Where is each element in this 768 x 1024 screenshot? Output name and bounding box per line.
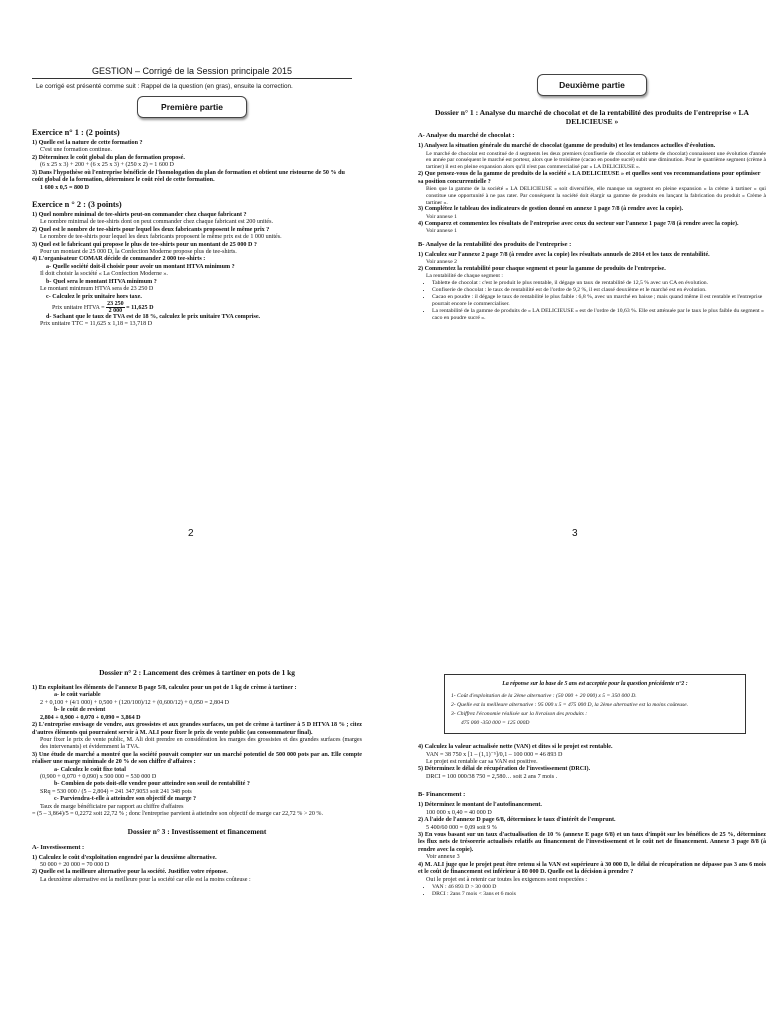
d2-question-3b: b- Combien de pots doit-elle vendre pour atteindre son seuil de rentabilité ? <box>54 781 250 788</box>
ex1-answer-3: 1 600 x 0,5 = 800 D <box>40 184 90 191</box>
page-3 <box>418 74 766 538</box>
exercise-2-title: Exercice n ° 2 : (3 points) <box>32 199 122 209</box>
dossier-3-title: Dossier n° 3 : Investissement et financement <box>127 826 267 836</box>
ex2-question-4: 4) L'organisateur COMAR décide de commander 2 000 tee-shirts : <box>32 256 206 263</box>
page-2 <box>32 66 352 536</box>
d3-question-9: 4) M. ALI juge que le projet peut être retenu si la VAN est supérieure à 30 000 D, le délai de récupération ne dépasse pas 3 ans 6 mois et le coût de financement est inférieur à 80 000 D. Quelle est la décision à prendre ? <box>418 861 766 876</box>
d3-question-7: 2) A l'aide de l'annexe D page 6/8, déterminez le taux d'intérêt de l'emprunt. <box>418 817 616 824</box>
d3-answer-8: Voir annexe 3 <box>426 854 460 861</box>
ex1-question-3: 3) Dans l'hypothèse où l'entreprise bénéficie de l'homologation du plan de formation et obtient une ristourne de 50 % du coût global de la formation, déterminez le coût réel de cette formation. <box>32 169 345 184</box>
ex2-question-4a: a- Quelle société doit-il choisir pour avoir un montant HTVA minimum ? <box>46 263 235 270</box>
d3-question-2: 2) Quelle est la meilleure alternative pour la société. Justifiez votre réponse. <box>32 869 228 876</box>
section-b-title: B- Analyse de la rentabilité des produits de l'entreprise : <box>418 240 572 248</box>
ex1-question-2: 2) Déterminez le coût global du plan de formation proposé. <box>32 154 185 161</box>
dossier-1-title: Dossier n° 1 : Analyse du marché de chocolat et de la rentabilité des produits de l'entreprise « LA DELICIEUSE » <box>434 108 750 127</box>
d2-question-1b: b- le coût de revient <box>54 707 106 714</box>
d1-question-2: 2) Que pensez-vous de la gamme de produits de la société « LA DELICIEUSE » et quelles sont vos recommandations pour optimiser sa position concurrentielle ? <box>418 171 761 185</box>
ex2-question-4c: c- Calculez le prix unitaire hors taxe. <box>46 293 142 300</box>
ex2-answer-3: Pour un montant de 25 000 D, la Confection Moderne propose plus de tee-shirts. <box>40 249 237 256</box>
ex2-answer-4c <box>52 301 352 314</box>
ex1-question-1: 1) Quelle est la nature de cette formation ? <box>32 140 143 146</box>
alternative-answer-box <box>444 674 746 734</box>
ex2-answer-1: Le nombre minimal de tee-shirts dont on peut commander chez chaque fabricant est 200 unités. <box>40 219 274 226</box>
d1-answer-4: Voir annexe 1 <box>426 228 457 235</box>
d3-answer-7: 5 400/60 000 = 0,09 soit 9 % <box>426 824 497 831</box>
d1-answer-5: Voir annexe 2 <box>426 259 457 266</box>
d3-answer-1: 50 000 + 20 000 = 70 000 D <box>40 862 110 869</box>
d1-answer-3: Voir annexe 1 <box>426 213 457 220</box>
part-two-title: Deuxième partie <box>537 74 647 96</box>
d3-answer-4: VAN = 38 750 x [1 – (1,1)⁻⁵]/0,1 – 100 000 = 46 893 D <box>426 751 563 758</box>
ex2-question-4b: b- Quel sera le montant HTVA minimum ? <box>46 278 157 285</box>
page-4 <box>32 660 362 1024</box>
d1-question-3: 3) Complétez le tableau des indicateurs de gestion donné en annexe 1 page 7/8 (à rendre avec la copie). <box>418 206 684 213</box>
d2-answer-3a: (0,900 + 0,070 + 0,090) x 500 000 = 530 000 D <box>40 774 157 781</box>
list-item: • Tablette de chocolat : c'est le produit le plus rentable, il dégage un taux de rentabilité de 12,5 % avec un CA en évolution. <box>432 280 766 287</box>
ex2-answer-4a: Il doit choisir la société « La Confection Moderne ». <box>40 271 168 278</box>
page-number-2: 2 <box>188 528 194 539</box>
ex2-answer-4d: Prix unitaire TTC = 11,625 x 1,18 = 13,718 D <box>40 321 153 328</box>
d2-question-3c: c- Parviendra-t-elle à atteindre son objectif de marge ? <box>54 796 197 803</box>
list-item: • DRCI : 2ans 7 mois < 3ans et 6 mois <box>432 891 766 898</box>
ex2-answer-4b: Le montant minimum HTVA sera de 23 250 D <box>40 286 154 293</box>
d2-answer-1b: 2,804 + 0,900 + 0,070 + 0,090 = 3,864 D <box>40 714 141 721</box>
exercise-1-title: Exercice n° 1 : (2 points) <box>32 128 120 137</box>
ex2-question-3: 3) Quel est le fabricant qui propose le plus de tee-shirts pour un montant de 25 000 D ? <box>32 241 257 248</box>
box-title: La réponse sur la base de 5 ans est acceptée pour la question précédente n°2 : <box>502 681 688 687</box>
section-a-investissement: A- Investissement : <box>32 843 85 851</box>
segment-list <box>426 280 766 321</box>
d3-question-1: 1) Calculez le coût d'exploitation engendré par la deuxième alternative. <box>32 854 217 861</box>
part-one-title: Première partie <box>137 96 247 118</box>
d3-question-5: 5) Déterminez le délai de récupération de l'investissement (DRCI). <box>418 766 591 773</box>
d2-question-1a: a- le coût variable <box>54 692 101 699</box>
section-b-financement: B- Financement : <box>418 791 466 799</box>
d3-answer-9: Oui le projet est à retenir car toutes les exigences sont respectées : <box>426 876 588 883</box>
d2-answer-1a: 2 + 0,100 + (4/1 000) + 0,500 + (120/100)/12 + (0,600/12) + 0,050 = 2,804 D <box>40 699 230 706</box>
page-number-3: 3 <box>572 528 578 539</box>
d2-answer-3b: SRq = 530 000 / (5 – 2,804) = 241 347,9053 soit 241 348 pots <box>40 788 192 795</box>
fraction <box>106 301 125 314</box>
d3-answer-2: La deuxième alternative est la meilleure pour la société car elle est la moins coûteuse : <box>40 876 251 883</box>
box-line-4: 475 000 -350 000 = 125 000D <box>461 720 530 727</box>
d1-question-1: 1) Analysez la situation générale du marché de chocolat (gamme de produits) et les tendances actuelles d'évolution. <box>418 143 716 150</box>
page-header: GESTION – Corrigé de la Session principale 2015 <box>32 66 352 79</box>
d2-question-2: 2) L'entreprise envisage de vendre, aux grossistes et aux grandes surfaces, un pot de crème à tartiner à 5 D HTVA 18 % ; citez d'autres éléments qui pourraient servir à M. ALI pour fixer le prix de vente public (au consommateur final). <box>32 722 362 736</box>
d2-answer-2: Pour fixer le prix de vente public, M. Ali doit prendre en considération les marges des grossistes et des grandes surfaces (marges des intervenants) et évidemment la TVA. <box>40 736 362 751</box>
dossier-2-title: Dossier n° 2 : Lancement des crèmes à tartiner en pots de 1 kg <box>99 668 295 677</box>
bullet-intro: La rentabilité de chaque segment : <box>426 273 503 280</box>
box-line-2: 2- Quelle est la meilleure alternative : 95 000 x 5 = 475 000 D, la 2ème alternative est la moins coûteuse. <box>451 702 689 709</box>
ex2-question-1: 1) Quel nombre minimal de tee-shirts peut-on commander chez chaque fabricant ? <box>32 211 247 218</box>
box-line-3: 3- Chiffrez l'économie réalisée sur la livraison des produits : <box>451 711 588 718</box>
fraction-denominator: 2 000 <box>108 308 123 315</box>
d1-question-4: 4) Comparez et commentez les résultats de l'entreprise avec ceux du secteur sur l'annexe 1 page 7/8 (à rendre avec la copie). <box>418 220 739 227</box>
d1-answer-2: Bien que la gamme de la société « LA DELICIEUSE » soit diversifiée, elle manque un segment en pleine expansion « la crème à tartiner » qui constitue une opportunité à ne pas rater. Par conséquent la société doit élargir sa gamme de produits en lançant la fabrication du produit « Crème à tartiner ». <box>426 185 766 206</box>
list-item: • La rentabilité de la gamme de produits de « LA DELICIEUSE » est de l'ordre de 10,63 %. Elle est atténuée par le taux le plus faible du segment « caco en poudre sucré ». <box>432 308 766 322</box>
d3-question-4: 4) Calculez la valeur actualisée nette (VAN) et dites si le projet est rentable. <box>418 744 613 751</box>
ex1-answer-1: C'est une formation continue. <box>40 147 112 154</box>
d2-question-3: 3) Une étude de marché a montré que la société pouvait compter sur un marché potentiel de 500 000 pots par an. Elle compte réaliser une marge minimale de 20 % de son chiffre d'affaires : <box>32 751 362 766</box>
d3-question-6: 1) Déterminez le montant de l'autofinancement. <box>418 802 542 809</box>
d1-answer-1: Le marché de chocolat est constitué de 4 segments les deux premiers (confiserie de chocolat et tablette de chocolat) connaissent une évolution d'année en année par conséquent le marché est porteur, alors que le troisième (cacao en poudre sucré) subit une diminution. Pour le quatrième segment (crème à tartiner) il est en pleine expansion alors qu'il n'est pas commercialisé par « LA DELICIEUSE ». <box>426 150 766 171</box>
ex2-question-2: 2) Quel est le nombre de tee-shirts pour lequel les deux fabricants proposent le même prix ? <box>32 226 270 233</box>
ex2-question-4d: d- Sachant que le taux de TVA est de 18 %, calculez le prix unitaire TVA comprise. <box>46 314 261 321</box>
d2-answer-3c-1: Taux de marge bénéficiaire par rapport au chiffre d'affaires <box>40 803 184 810</box>
section-a-title: A- Analyse du marché de chocolat : <box>418 132 515 140</box>
intro-note: Le corrigé est présenté comme suit : Rappel de la question (en gras), ensuite la correction. <box>36 83 293 90</box>
formula-label: Prix unitaire HTVA = <box>52 304 105 311</box>
d1-question-5: 1) Calculez sur l'annexe 2 page 7/8 (à rendre avec la copie) les résultats annuels de 2014 et les taux de rentabilité. <box>418 251 710 258</box>
d3-answer-6: 100 000 x 0,40 = 40 000 D <box>426 809 492 816</box>
d1-question-6: 2) Commentez la rentabilité pour chaque segment et pour la gamme de produits de l'entreprise. <box>418 266 666 273</box>
fraction-numerator: 23 250 <box>107 301 124 308</box>
d3-answer-5: DRCI = 100 000/38 750 = 2,580… soit 2 ans 7 mois . <box>426 773 558 780</box>
d2-question-1: 1) En exploitant les éléments de l'annexe B page 5/8, calculez pour un pot de 1 kg de crème à tartiner : <box>32 685 297 691</box>
decision-list <box>426 884 766 898</box>
list-item: • Confiserie de chocolat : le taux de rentabilité est de l'ordre de 9,2 %, il est classé deuxième et le marché est en évolution. <box>432 287 766 294</box>
box-line-1: 1- Coût d'exploitation de la 2ème alternative : (50 000 + 20 000) x 5 = 350 000 D. <box>451 693 637 700</box>
d3-question-8: 3) En vous basant sur un taux d'actualisation de 10 % (annexe E page 6/8) et un taux d'impôt sur les bénéfices de 25 %, déterminez les flux nets de trésorerie actualisés relatifs au financement de l'investissement et le coût net de financement. Annexe 3 page 8/8 (à rendre avec la copie). <box>418 831 766 853</box>
list-item: • Cacao en poudre : il dégage le taux de rentabilité le plus faible : 6,8 %, avec un marché en baisse ; mais quand même il est rentable et l'entreprise pourrait encore le commercialiser. <box>432 294 766 308</box>
ex1-answer-2: (6 x 25 x 3) + 200 + (6 x 25 x 3) + (250 x 2) = 1 600 D <box>40 162 174 169</box>
list-item: • VAN : 46 893 D > 30 000 D <box>432 884 766 891</box>
d2-answer-3c-2: = (5 – 3,864)/5 = 0,2272 soit 22,72 % ; donc l'entreprise parvient à atteindre son objectif de marge car 22,72 % > 20 %. <box>32 811 324 818</box>
d2-question-3a: a- Calculez le coût fixe total <box>54 766 126 773</box>
d3-answer-4b: Le projet est rentable car sa VAN est positive. <box>426 759 538 766</box>
ex2-answer-2: Le nombre de tee-shirts pour lequel les deux fabricants proposent le même prix est de 1 000 unités. <box>40 234 282 241</box>
formula-result: = 11,625 D <box>126 304 154 311</box>
page-5 <box>418 674 766 1024</box>
